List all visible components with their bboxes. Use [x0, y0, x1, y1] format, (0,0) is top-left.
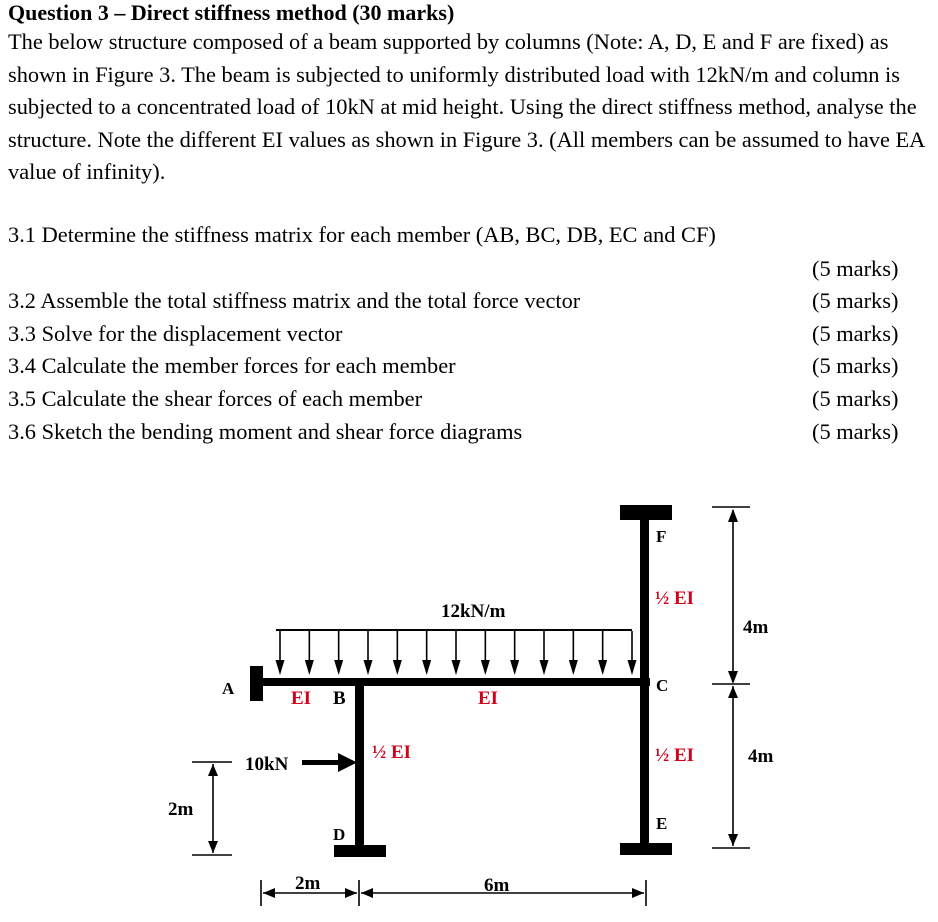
dim-cf-label: 4m	[743, 617, 769, 638]
task-3-1: 3.1 Determine the stiffness matrix for each member (AB, BC, DB, EC and CF)	[8, 222, 716, 247]
udl-arrowhead	[510, 660, 519, 675]
udl-arrowhead	[481, 660, 490, 675]
node-d-label: D	[333, 825, 346, 844]
node-f-label: F	[656, 527, 667, 546]
point-load-label: 10kN	[245, 754, 289, 775]
question-heading: Question 3 – Direct stiffness method (30 marks)	[8, 0, 455, 25]
task-3-2: 3.2 Assemble the total stiffness matrix and the total force vector	[8, 288, 581, 313]
dim-ab-label: 2m	[295, 873, 321, 894]
task-3-3: 3.3 Solve for the displacement vector	[8, 321, 343, 346]
support-f	[620, 505, 672, 520]
udl-arrowhead	[628, 660, 637, 675]
task-3-4-marks: (5 marks)	[812, 353, 899, 378]
task-3-1-marks: (5 marks)	[812, 256, 899, 281]
question-paragraph: The below structure composed of a beam supported by columns (Note: A, D, E and F are fixed) as shown in Figure 3. The beam is subjected to uniformly distributed load with 12kN/m and column is subjected to a concentrated load of 10kN at mid height. Using the direct stiffness method, analyse the structure. Note the different EI values as shown in Figure 3. (All members can be assumed to have EA value of infinity).	[8, 29, 925, 185]
udl-arrowhead	[452, 660, 461, 675]
task-3-2-marks: (5 marks)	[812, 288, 899, 313]
column-ecf	[640, 518, 649, 845]
udl-arrowhead	[569, 660, 578, 675]
task-3-5: 3.5 Calculate the shear forces of each member	[8, 386, 423, 411]
task-3-4: 3.4 Calculate the member forces for each member	[8, 353, 456, 378]
udl-arrowhead	[422, 660, 431, 675]
node-a-label: A	[222, 679, 235, 698]
udl-arrowhead	[305, 660, 314, 675]
task-3-3-marks: (5 marks)	[812, 321, 899, 346]
udl-arrows	[276, 631, 637, 675]
udl-arrowhead	[540, 660, 549, 675]
udl-label: 12kN/m	[441, 601, 506, 622]
ei-ec-label: ½ EI	[655, 745, 695, 766]
dimension-load-height	[192, 762, 232, 855]
node-e-label: E	[656, 814, 668, 833]
dim-bc-label: 6m	[484, 875, 510, 896]
dimension-cf	[712, 507, 750, 684]
ei-bc-label: EI	[478, 688, 499, 709]
point-load-shaft	[302, 760, 340, 765]
task-3-5-marks: (5 marks)	[812, 386, 899, 411]
ei-cf-label: ½ EI	[655, 588, 695, 609]
support-a	[250, 666, 263, 701]
udl-arrowhead	[393, 660, 402, 675]
dimension-ec	[712, 684, 750, 848]
udl-arrowhead	[334, 660, 343, 675]
task-3-6: 3.6 Sketch the bending moment and shear force diagrams	[8, 419, 523, 444]
udl-arrowhead	[276, 660, 285, 675]
point-load-arrowhead	[338, 753, 357, 772]
ei-db-label: ½ EI	[372, 742, 412, 763]
dim-load-height-label: 2m	[168, 799, 194, 820]
udl-arrowhead	[598, 660, 607, 675]
ei-ab-label: EI	[291, 688, 312, 709]
node-c-label: C	[656, 676, 669, 695]
task-3-6-marks: (5 marks)	[812, 419, 899, 444]
column-db	[355, 682, 364, 847]
beam-ab-bc	[262, 678, 650, 686]
node-b-label: B	[333, 688, 346, 709]
dim-ec-label: 4m	[748, 746, 774, 767]
udl-arrowhead	[364, 660, 373, 675]
